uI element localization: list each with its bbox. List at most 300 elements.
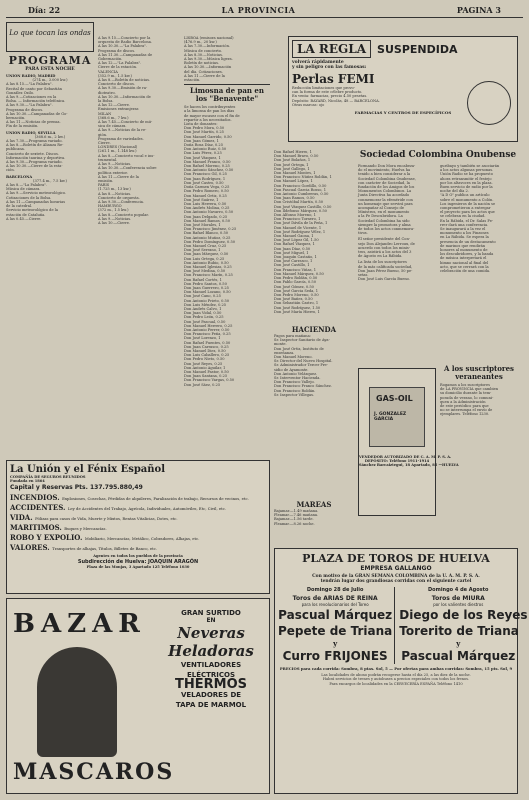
donor-line: Don José María Hierro, 1 <box>274 309 320 314</box>
insurance-detail: Buques y Mercancías. <box>64 526 107 532</box>
corrida-bulls: Toros de ARIAS DE REINA <box>292 595 378 602</box>
union-address: Plaza de las Monjas, 3 Apartado 125 Teléfono 1030 <box>86 564 190 569</box>
station-line: A las 0.45.—Cierre. <box>6 216 42 221</box>
gasoil-sign: GAS-OIL <box>376 394 413 403</box>
program-line: A las 9.15.—Concierto por la <box>98 36 151 40</box>
hacienda-line: monte. <box>274 342 287 347</box>
station-line: A las 9.30.—"La Palabra". <box>6 103 53 108</box>
program-line: (1.725 m., 13 kw.) <box>98 187 131 192</box>
program-line: PARIS <box>98 183 110 188</box>
bread-line: Don Rafael Fuentes, 0.50 <box>184 340 231 345</box>
program-line: A las 10.30.—Conferencia sobre <box>98 166 157 171</box>
colombina-line: comprometieron a entregar <box>440 206 491 211</box>
gasoil-line: DEPÓSITO: Teléfono 1911-1914 <box>364 459 430 464</box>
summer-line: no se interrumpa el envío de <box>440 408 493 413</box>
donor-line: Don José Miguel, 1 <box>274 250 309 255</box>
donor-line: Don Francisco Gordillo, 0.50 <box>274 183 327 188</box>
colombina-line: acuerdo con todos los minis- <box>358 245 410 250</box>
matador-name: Pascual Márquez <box>278 608 393 622</box>
program-line: Concierto de discos. <box>98 82 136 87</box>
bread-line: Doña Carmen Vega, 0.25 <box>184 185 230 190</box>
insurance-item <box>10 503 266 512</box>
bread-line: Don Manuel Ortiz, 0.25 <box>184 193 227 198</box>
station-line: publicana. <box>6 147 25 152</box>
bread-line: Don Francisco Jiménez, 0.25 <box>184 227 237 232</box>
summer-line: quen a la Administración <box>440 399 486 404</box>
station-line: A las 11.—Campanadas horarias <box>6 199 66 204</box>
hacienda-line: Pagos para mañana: <box>274 334 311 338</box>
program-line: LISBOA (emisora nacional) <box>184 36 234 40</box>
program-line: A las 10.30.—"La Palabra". <box>98 44 148 49</box>
insurance-item <box>10 493 266 502</box>
bread-line: Don Rafael Moreno, 0.25 <box>184 164 230 169</box>
bazar-items <box>157 624 265 710</box>
station-line: Fin de la emisión. <box>6 124 39 129</box>
donor-line: Don Manuel Bravo, 0.50 <box>274 154 319 159</box>
colombina-line: noche del día 2. <box>440 189 469 194</box>
program-line: A las 8.—Concierto vocal e ins- <box>98 153 155 158</box>
program-line: A las 11.—Cierre de la <box>98 174 139 179</box>
donor-line: Don Pascual Garcia Rosso, 1 <box>274 187 326 192</box>
page-number: PAGINA 3 <box>456 4 501 15</box>
corrida-bulls: Toros de MIURA <box>431 595 485 602</box>
colombina-line: por los altavoces en la plaza. <box>440 180 493 185</box>
program-line: MILAN <box>98 111 112 116</box>
station-block <box>6 74 94 129</box>
colombina-line: tivos. <box>358 231 368 236</box>
colombina-line: conmemorar la efeméride con <box>358 197 413 202</box>
colombina-paragraph-2 <box>358 237 436 258</box>
bread-line: Don Andrés Molina, 0.25 <box>184 206 230 211</box>
program-line: A las 8.30.—Noticias. <box>184 52 223 57</box>
insurance-item <box>10 513 266 522</box>
donor-line: Don Alfonso Moreno, 1 <box>274 213 316 218</box>
donor-line: Don Rafael Vázquez, 1 <box>274 242 315 247</box>
colombina-line: Don Juan Pérez Bueno, 50 pe- <box>358 268 413 273</box>
program-line: Programa de discos. <box>98 48 136 53</box>
colombina-line: Don José Luis García Bueno. <box>358 277 410 282</box>
regla-desc-line: Depósito: BAYARD, Nicolás, 48 — BARCELONA. <box>292 98 380 103</box>
station-line: González Ozilo. <box>6 90 35 95</box>
colombina-line: de música interpretará el <box>440 256 487 261</box>
toros-tagline-line: tendrán lugar dos grandiosas corridas con el siguiente cartel <box>320 579 472 584</box>
gasoil-brand: J. GONZALEZ GARCIA <box>374 412 407 422</box>
bazar-item: VELADORES DE <box>180 691 242 699</box>
program-line: A las 10.30.—Información de <box>98 94 151 99</box>
hacienda-line: Don Francisco Vallejo. <box>274 380 315 385</box>
donor-line: Don Pablo García, 0.50 <box>274 280 316 285</box>
colombina-line: En la Rábida, el Dr. Salas Fe- <box>440 218 494 223</box>
donor-line: Don José Castillo, 1 <box>274 263 310 268</box>
donor-line: Don Joaquín Castaño, 1 <box>274 255 317 260</box>
colombina-line: fundación de los Amigos de los <box>358 185 415 190</box>
colombina-line: de todos los actos conmemora- <box>358 227 415 232</box>
bread-line: Don José Morales, 1 <box>184 222 221 227</box>
colombina-line: "A D O" publica un artículo <box>440 193 490 198</box>
bread-line: Don Luis Méndez, 0.25 <box>184 302 227 307</box>
bread-line: Don Antonio Prieto, 0.50 <box>184 298 230 303</box>
radio-column-1 <box>6 22 94 452</box>
station-line: A las 8.15.—"La Palabra". <box>6 82 53 87</box>
summer-line: su domicilio durante la tem- <box>440 391 492 396</box>
insurance-detail: Mobiliario, Mercancías, Metálico, Cobradores, Alhajas, etc. <box>84 536 200 542</box>
colombina-line: Sociedad Colombina Onubense, <box>358 176 416 181</box>
station-line: estación de Cataluña. <box>6 212 46 217</box>
station-line: bernación. <box>6 116 26 121</box>
insurance-item <box>10 543 266 552</box>
donor-line: Don José Ortega, 1 <box>274 162 309 167</box>
colombina-paragraph-4 <box>440 164 518 273</box>
donor-line: Don Sebastián Castro, 1 <box>274 301 319 306</box>
union-fenix-ad <box>6 460 270 594</box>
radio-banner: Lo que tocan las ondas <box>6 22 94 52</box>
station-line: Programa de discos. <box>6 107 44 112</box>
toros-tagline <box>278 574 514 584</box>
donor-line: Don José Garcia Seda, 1 <box>274 288 319 293</box>
bread-line: Don Antonio Muñoz, 0.25 <box>184 235 231 240</box>
hacienda-line: sidio de Ayamonte. <box>274 367 309 372</box>
bread-line: Don Manuel Cruz, 0.25 <box>184 243 227 248</box>
gasoil-line: Sánchez Barcaiztegui, 18 Apartado, 85 —HUELVA <box>359 463 459 468</box>
donor-line: Don Juan Díaz, 0.50 <box>274 246 311 251</box>
colombina-line: Formando Don Mora encabeza- <box>358 164 416 168</box>
bread-line: de mayor escasez con el fin de <box>184 113 240 118</box>
station-line: A las 11.—Noticias de prensa. <box>6 120 61 125</box>
hacienda-title: HACIENDA <box>291 325 337 334</box>
program-subtitle: PARA ESTA NOCHE <box>25 67 75 72</box>
program-line: estación. <box>184 78 201 83</box>
bread-line: Don Antonio Rubio, 0.50 <box>184 260 229 265</box>
colombina-line: honores al monumento de <box>440 248 488 253</box>
bazar-item: Neveras <box>177 624 245 642</box>
bread-line: Don José Medina, 0.50 <box>184 269 226 274</box>
donor-line: Don José Bolaños, 1 <box>274 158 311 163</box>
station-line: A las 10.30.—Cierre de la esta- <box>6 164 63 169</box>
insurance-item <box>10 523 266 532</box>
regla-footer: FARMACIAS Y CENTROS DE ESPECÍFICOS <box>354 110 452 116</box>
toros-ad <box>274 548 528 794</box>
summer-line: de LA PROVINCIA que cambien <box>440 387 499 392</box>
colombina-line: Ministros, en el monumento <box>358 210 410 215</box>
hacienda-line: Sr. Director del Nuevo Hospital. <box>274 359 333 364</box>
bread-line: Don Juan Carrasco, 0.25 <box>184 344 229 349</box>
matador-name: Curro FRIJONES <box>282 649 388 663</box>
program-line: política exterior. <box>98 170 128 175</box>
summer-line: de este periódico para que <box>440 404 489 409</box>
union-items <box>10 493 266 552</box>
bread-line: Don Pedro Romero, 0.50 <box>184 189 229 194</box>
station-name: BARCELONA <box>6 174 33 179</box>
program-line: A las 10.—Cierre. <box>98 220 131 225</box>
colombina-paragraph-1 <box>358 164 436 235</box>
corrida-desc: por los valientes diestros <box>433 602 484 607</box>
station-block <box>6 175 94 221</box>
gasoil-ad <box>358 368 459 516</box>
program-line: gión. <box>98 132 108 137</box>
insurance-type: VIDA. <box>10 513 36 523</box>
regla-desc-line: En venta: farmacias, precio 4.50 pesetas. <box>292 94 368 99</box>
bread-line: Don Luis Caballero, 0.25 <box>184 353 230 358</box>
insurance-type: ACCIDENTES. <box>10 503 68 513</box>
program-line: Emisiones extranjeras <box>98 107 139 112</box>
station-name: UNION RADIO, MADRID <box>6 74 56 78</box>
donor-line: Don José Vázquez Castillo, 0.50 <box>274 204 332 209</box>
colombina-line: de la más calificada sociedad, <box>358 264 413 269</box>
program-line: Cierre de la estación. <box>98 65 138 70</box>
colombina-line: El señor presidente del Con- <box>358 237 410 242</box>
hacienda-section <box>274 325 354 450</box>
donor-line: Don José Rodríguez Vélez, 1 <box>274 229 326 234</box>
regla-ad <box>288 36 518 142</box>
bread-line: Don Manuel Diez, 0.50 <box>184 349 226 354</box>
colombina-line: Se inaugurará a la vez el <box>440 227 486 232</box>
bread-line: a la limosna de pan los días <box>184 109 235 114</box>
program-line: A las 7.45.—Concierto de mú- <box>98 120 153 125</box>
insurance-type: VALORES. <box>10 543 53 553</box>
union-agent: Subdirección de Huelva: JOAQUIN ARAGÓN <box>77 558 199 565</box>
station-line: Música de cámara. <box>6 187 41 192</box>
station-frequency: (377.4 m., 7.5 kw.) <box>33 178 67 183</box>
bread-line: Don José Pascual, 0.50 <box>184 319 226 324</box>
insurance-detail: Transportes de alhajas, Títulos, Billetes de Banco, etc. <box>52 546 158 552</box>
program-title: PROGRAMA <box>8 54 92 67</box>
bread-line: Don Pedro Domínguez, 0.50 <box>184 239 236 244</box>
bread-line: Don Andrés Calvo, 1 <box>184 306 222 311</box>
regla-brand: LA REGLA <box>292 40 371 58</box>
matador-name: Diego de los Reyes <box>399 608 528 622</box>
program-line: la Bolsa. <box>98 99 114 104</box>
bread-line: Don José Martín, 0.25 <box>184 130 224 135</box>
colombina-line: setas. <box>358 273 369 278</box>
radio-list-2 <box>98 36 180 225</box>
donor-line: Don Juan Ramos, 0.50 <box>274 196 315 201</box>
program-line: Programa de variedades. <box>98 136 144 141</box>
station-line: Concierto de sextete. Discos. <box>6 151 60 156</box>
donor-line: Don Manuel López, 1 <box>274 179 313 184</box>
colombina-line: sejo Don Alejandro Lerroux, de <box>358 241 415 246</box>
corrida-date: Domingo 4 de Agosto <box>428 587 489 593</box>
program-line: A las 11.30.—Campanadas de <box>98 52 153 57</box>
bread-line: Don Manuel Franco, 0.50 <box>184 159 231 164</box>
station-line: Bolsa. — Información telefónica. <box>6 99 66 104</box>
station-frequency: (368.6 m., 2 kw.) <box>34 134 66 139</box>
insurance-item <box>10 533 266 542</box>
union-subtitle: COMPAÑÍA DE SEGUROS REUNIDOS <box>10 475 86 479</box>
station-line: A las 9.—Servicio meteorológico. <box>6 191 67 196</box>
program-line: A las 11.—Cierre de la <box>184 73 225 78</box>
station-line: de la catedral. <box>6 204 33 209</box>
colombina-line: celebración de una comida. <box>440 269 491 274</box>
bread-line: Don Juan Gómez, 1 <box>184 138 219 143</box>
donor-line: Don José Bañez, 0.50 <box>274 297 313 302</box>
colombina-line: sobre el monumento a Colón. <box>440 197 494 202</box>
bread-line: Don Manuel Lozano, 0.50 <box>184 290 231 295</box>
bread-line: Don José Serrano, 1 <box>184 248 221 253</box>
donor-line: Don José Dávila de la Peña, 1 <box>274 221 328 226</box>
station-name: UNION RADIO, SEVILLA <box>6 130 56 135</box>
colombina-line: Junta Directiva ha acordado <box>358 193 410 198</box>
marea-line: Pleamar.—8.26 noche. <box>274 521 315 526</box>
bread-line: Don Rafael Cortés, 1 <box>184 277 222 282</box>
station-line: Servicio meteorológico de la <box>6 208 59 213</box>
program-line: orquesta de Radio Barcelona. <box>98 40 153 45</box>
colombina-line: Buen servicio de radio por la <box>440 185 493 190</box>
insurance-type: INCENDIOS. <box>10 493 63 503</box>
union-capital: Capital y Reservas Pts. 137.795.880,49 <box>10 484 143 492</box>
bread-line: Don Manuel Ramos, 0.50 <box>184 218 231 223</box>
program-line: Música de concierto. <box>184 48 223 53</box>
regla-desc-line: can la forma de este célebre producto. <box>292 90 363 95</box>
program-line: Cierre. <box>98 141 111 146</box>
insurance-detail: Explosiones, Cosechas, Pérdidas de alquileres, Paralización de trabajo, Recursos de vecinos, etc. <box>62 496 249 502</box>
colombina-line: Monumentos Colombinos. La <box>358 189 412 194</box>
bazar-item: THERMOS <box>175 677 247 692</box>
bread-line: Don Antonio Sánchez, 0.50 <box>184 168 234 173</box>
bread-line: Don Pedro Mora, 0.50 <box>184 126 225 131</box>
colombina-line: acompañar al Consejo de <box>358 206 404 211</box>
bread-line: Don Antonio Navarro, 0.50 <box>184 210 234 215</box>
bread-line: Don Luis Pérez, 0.25 <box>184 151 222 156</box>
mareas-lines <box>274 509 354 526</box>
donor-line: Don Manuel de Vicente, 1 <box>274 225 322 230</box>
program-line: VALENCIA <box>98 69 118 74</box>
donor-line: Don Francisco Núñez Roldán, 1 <box>274 175 332 180</box>
donor-line: Don Ildefonso Márquez, 0.50 <box>274 208 327 213</box>
bread-line: Don Antonio Ferrer, 0.50 <box>184 328 230 332</box>
program-line: (368.6 m., 7 kw.) <box>98 115 129 120</box>
program-line: del día. Cotizaciones. <box>184 69 223 74</box>
bread-line: Se hacen los contribuyentes <box>184 105 236 110</box>
hacienda-line: Sr. Administrador Tercer Pre- <box>274 363 328 368</box>
donor-line: Don José López Gil, 1.50 <box>274 238 319 243</box>
bread-line: Don Antonio Ruiz, 0.50 <box>184 147 227 152</box>
donor-line: Don Cristóbal Martín, 0.50 <box>274 200 324 205</box>
toros-tagline-line: Con motivo de la GRAN SEMANA COLOMBINA de la U. A. M. P. S. A. <box>312 574 480 579</box>
bread-line: Don Rafael Blanco, 0.50 <box>184 231 229 236</box>
colombina-line: en La Rábida. Se espera la <box>440 235 489 240</box>
donor-line: Don Manuel Montes, 1 <box>274 171 316 176</box>
program-line: A las 9.—Noticias. <box>98 216 132 221</box>
gasoil-line: VENDEDOR AUTORIZADO DE C. A. M. P. S. A. <box>359 455 452 459</box>
bread-line: Don Pedro León, 0.25 <box>184 315 224 320</box>
marea-line: Pleamar.—7.46 mañana. <box>274 513 319 518</box>
colombina-line: siempre la promotora y alma <box>358 222 411 227</box>
regla-product: Perlas FEMI <box>292 72 375 86</box>
radio-list-3 <box>184 36 270 82</box>
donor-list <box>274 150 354 314</box>
program-line: Gobernación. <box>98 57 123 62</box>
radio-column-2 <box>98 36 180 446</box>
summer-title: A los suscriptores veraneantes <box>443 364 515 381</box>
station-line: A las 8.—Boletín de Alianza Re- <box>6 143 64 148</box>
colombina-line: Unión Radio se ha propuesto <box>440 172 493 177</box>
donor-line: Don Pedro Roldán, 0.50 <box>274 276 318 281</box>
union-founded: Fundada en 1864 <box>10 479 45 484</box>
colombina-paragraph-3 <box>358 260 436 281</box>
marea-line: Bajamar.—1.56 tarde. <box>274 517 314 522</box>
bread-line: Doña Rosa Díaz, 0.25 <box>184 143 223 148</box>
bread-line: Don Luis Herrera, 0.50 <box>184 201 227 206</box>
colombina-line: monumento a los Pinzones <box>440 231 489 236</box>
bread-line: Don José Lorenzo, 1 <box>184 336 221 341</box>
bread-line: Don José Suárez, 1 <box>184 197 219 202</box>
bread-line: Don José Castro, 0.50 <box>184 180 224 185</box>
hacienda-lines <box>274 334 354 397</box>
figure-illustration-icon <box>37 647 117 757</box>
colombina-line: a los actos algunas personas. <box>440 168 494 173</box>
mareas-title: MAREAS <box>296 500 332 509</box>
program-line: Boletín de noticias. <box>184 61 220 66</box>
program-line: A las 9.—Noticias. <box>98 162 132 167</box>
station-line: A las 9.30.—Programa variado. <box>6 160 63 165</box>
bread-line: Don Juan Vidal, 0.50 <box>184 311 222 316</box>
program-line: A las 10.30.—Información <box>184 65 232 70</box>
donor-line: Don Manuel Gaona, 1 <box>274 234 314 239</box>
corrida-2 <box>399 587 528 664</box>
radio-column-3 <box>184 36 270 441</box>
station-line: A las 10.30.—Campanadas de Go- <box>6 111 68 116</box>
regla-line: y sin peligro con las famosas: <box>292 65 367 70</box>
program-line: A las 9.30.—Emisión de ra- <box>98 86 148 91</box>
summer-line: ejemplares. Teléfono 1230. <box>440 412 490 417</box>
toros-footer-line: Habrá servicios de trenes y autobuses a precios especiales con todos los frenos. <box>322 677 470 682</box>
program-line: A las 8.—Noticias. <box>98 191 132 196</box>
bazar-name: BAZAR <box>13 609 146 639</box>
bread-line: Don Manuel Pastor, 0.50 <box>184 370 229 375</box>
program-line: A las 8.—Concierto popular. <box>98 212 149 217</box>
corrida-desc: para los revolucionarios del Toreo <box>301 602 369 607</box>
insurance-type: ROBO Y EXPOLIO. <box>10 533 85 543</box>
donor-line: Don José Carrasco, 1 <box>274 259 313 264</box>
bazar-en: EN <box>206 617 216 624</box>
toros-prices: PRECIOS para cada corrida: Sombra, 8 ptas. Sol, 5 — Por ofertas para ambas corridas: Sombra, 15 pts. Sol, 9 <box>279 666 513 671</box>
bread-line: Don Francisco Peña, 0.25 <box>184 332 231 337</box>
colombina-line: tenido a bien considerar a la <box>358 172 411 177</box>
colombina-line: los descubridores, y la banda <box>440 252 494 257</box>
station-list <box>6 74 94 221</box>
bread-line: Don José Cano, 0.25 <box>184 294 221 299</box>
union-title: La Unión y el Fénix Español <box>10 464 166 475</box>
program-line: HAMBURGO <box>98 204 122 209</box>
colombina-line: a la Fe Descubridora. La <box>358 214 403 219</box>
bread-line: Don Manuel Garrido, 0.50 <box>184 134 232 139</box>
regla-line: volverá rápidamente <box>292 60 344 65</box>
hacienda-line: Don Francisco Franco Sánchez. <box>274 384 332 389</box>
pump-icon <box>369 387 425 447</box>
hacienda-line: Sr. Interventor Hacienda. <box>274 376 321 381</box>
toros-empresa: EMPRESA GALLANGO <box>360 565 432 572</box>
bazar-item: TAPA DE MARMOL <box>175 701 247 709</box>
donor-line: Don Rafael Hierro, 1 <box>274 150 312 154</box>
program-line: (476.9 m., 20 kw.) <box>184 40 217 45</box>
bazar-item: Heladoras <box>168 642 254 660</box>
matador-name: Pepete de Triana <box>278 624 393 638</box>
bazar-item: VENTILADORES <box>180 661 242 669</box>
bread-line: Don Pedro Santos, 0.50 <box>184 281 227 286</box>
program-line: emisión. <box>98 178 114 183</box>
station-line: A las 7.30.—Programa variado. <box>6 139 63 144</box>
program-line: A las 9.30.—Música ligera. <box>184 57 233 62</box>
toros-footer-line: Para encargos de localidades en la CERVECERÍA ESPAÑA Teléfono 1410 <box>329 681 463 686</box>
bazar-item: ELÉCTRICOS <box>186 671 236 679</box>
bread-title: Limosna de pan en los "Benavente" <box>190 86 264 104</box>
station-line: Cotizaciones de la Bolsa. <box>6 195 52 200</box>
hacienda-line: Sr. Inspector Sanitario de Aya- <box>274 338 330 343</box>
bread-line: Don Francisco Marín, 0.25 <box>184 273 233 278</box>
program-line: A las 9.—Noticias de la re- <box>98 128 147 133</box>
summer-line: Rogamos a los suscriptores <box>440 383 490 387</box>
program-line: A las 9.30.—Conferencia. <box>98 199 145 204</box>
